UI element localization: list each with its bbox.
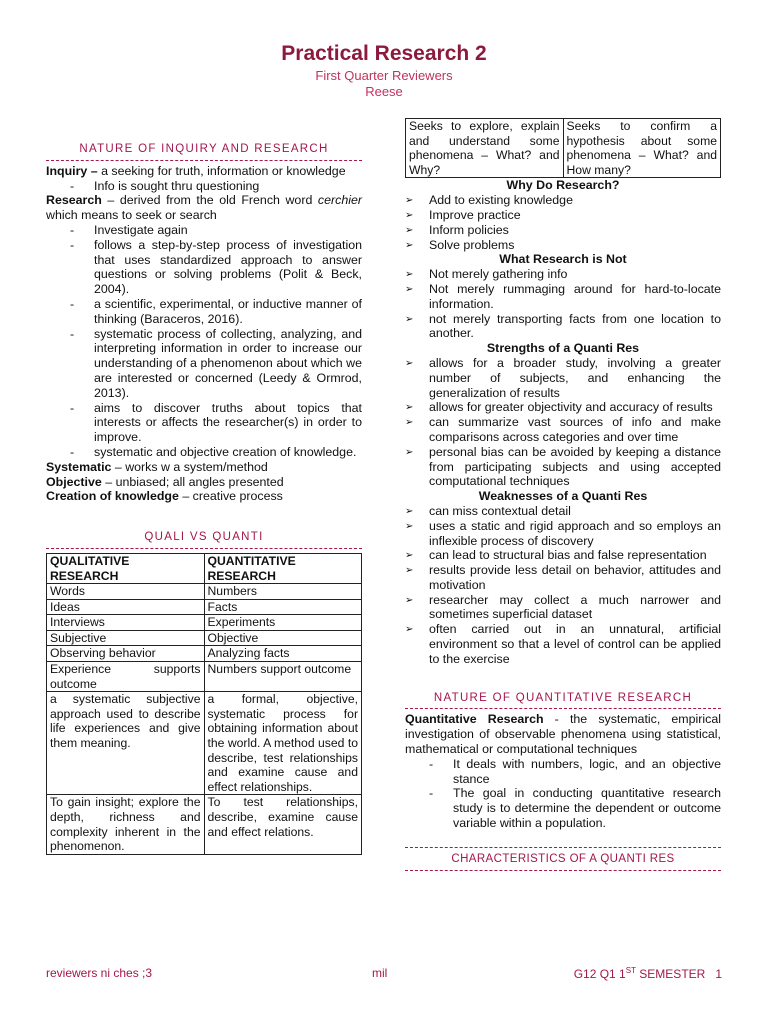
list-item: - The goal in conducting quantitative research study is to determine the dependent or outcome variable within a population. — [405, 786, 721, 830]
list-item: ➢ researcher may collect a much narrower and sometimes superficial dataset — [405, 593, 721, 623]
table-cell: Subjective — [47, 630, 205, 646]
page-subtitle: First Quarter Reviewers — [315, 68, 453, 83]
research-not-heading: What Research is Not — [499, 252, 627, 267]
creation-definition — [46, 489, 362, 504]
list-item: ➢ Improve practice — [405, 208, 721, 223]
why-research-heading: Why Do Research? — [506, 178, 620, 193]
research-definition — [46, 193, 362, 223]
list-item: ➢ can miss contextual detail — [405, 504, 721, 519]
quantitative-def: - the systematic, empirical investigation of observable phenomena using statistical, mathematical or computational techniques — [405, 712, 721, 757]
list-item: ➢ personal bias can be avoided by keeping a distance from participating subjects and using accepted computational techniques — [405, 445, 721, 489]
footer-sup: ST — [625, 966, 636, 975]
list-item: ➢ Solve problems — [405, 238, 721, 253]
research-not-list — [405, 267, 721, 341]
list-item: ➢ Add to existing knowledge — [405, 193, 721, 208]
section-heading-characteristics: CHARACTERISTICS OF A QUANTI RES — [405, 847, 721, 871]
list-item: - systematic process of collecting, analyzing, and interpreting information in order to increase our understanding of a phenomenon about which we are interested or concerned (Leedy & Ormrod, 2013). — [46, 327, 362, 401]
table-cell: Seeks to explore, explain and understand some phenomena – What? and Why? — [406, 119, 564, 178]
quantitative-definition — [405, 712, 721, 756]
section-heading-quali-vs-quanti: QUALI VS QUANTI — [46, 530, 362, 549]
page-author: Reese — [365, 84, 403, 99]
strengths-heading: Strengths of a Quanti Res — [486, 341, 640, 356]
table-cell: Numbers — [204, 584, 362, 600]
table-row — [47, 795, 362, 854]
inquiry-term: Inquiry – — [46, 163, 98, 178]
quali-quanti-table — [46, 553, 362, 855]
table-cell: Words — [47, 584, 205, 600]
table-cell: Facts — [204, 599, 362, 615]
list-item: - aims to discover truths about topics that interests or affects the researcher(s) in order to improve. — [46, 401, 362, 445]
list-item: - systematic and objective creation of knowledge. — [46, 445, 362, 460]
table-row — [47, 646, 362, 662]
weaknesses-heading: Weaknesses of a Quanti Res — [478, 489, 648, 504]
table-cell: To test relationships, describe, examine cause and effect relations. — [204, 795, 362, 854]
footer-right — [574, 966, 722, 981]
list-item: ➢ uses a static and rigid approach and so employs an inflexible process of discovery — [405, 519, 721, 549]
quantitative-term: Quantitative Research — [405, 712, 544, 727]
objective-def: – unbiased; all angles presented — [101, 474, 284, 489]
inquiry-definition — [46, 164, 362, 179]
seeks-table — [405, 118, 721, 178]
table-cell: Observing behavior — [47, 646, 205, 662]
table-cell: a formal, objective, systematic process for obtaining information about the world. A method used to describe, test relationships and examine cause and effect relationships. — [204, 692, 362, 795]
table-header-cell — [204, 553, 362, 583]
col-quantitative-head: QUANTITATIVE RESEARCH — [207, 553, 296, 583]
list-item: - It deals with numbers, logic, and an objective stance — [405, 757, 721, 787]
list-item: ➢ Not merely gathering info — [405, 267, 721, 282]
page-title: Practical Research 2 — [281, 42, 487, 65]
right-column — [405, 118, 721, 871]
table-row — [47, 584, 362, 600]
objective-definition — [46, 475, 362, 490]
inquiry-list — [46, 179, 362, 194]
research-list — [46, 223, 362, 460]
footer-mid: mil — [372, 966, 388, 980]
table-row — [47, 630, 362, 646]
list-item: ➢ allows for a broader study, involving a greater number of subjects, and enhancing the generalization of results — [405, 356, 721, 400]
list-item: ➢ can lead to structural bias and false representation — [405, 548, 721, 563]
table-cell: Numbers support outcome — [204, 662, 362, 692]
list-item: - Investigate again — [46, 223, 362, 238]
research-term: Research — [46, 193, 102, 208]
list-item: ➢ allows for greater objectivity and accuracy of results — [405, 400, 721, 415]
research-word: cerchier — [317, 193, 362, 208]
table-cell: Seeks to confirm a hypothesis about some phenomena – What? and How many? — [563, 119, 721, 178]
list-item: ➢ not merely transporting facts from one location to another. — [405, 312, 721, 342]
table-row — [47, 692, 362, 795]
systematic-def: – works w a system/method — [111, 459, 268, 474]
list-item: ➢ often carried out in an unnatural, artificial environment so that a level of control can be applied to the exercise — [405, 622, 721, 666]
systematic-term: Systematic — [46, 459, 112, 474]
table-cell: Experiments — [204, 615, 362, 631]
table-row — [47, 599, 362, 615]
strengths-list — [405, 356, 721, 489]
table-cell: To gain insight; explore the depth, richness and complexity inherent in the phenomenon. — [47, 795, 205, 854]
list-item: ➢ Not merely rummaging around for hard-to-locate information. — [405, 282, 721, 312]
footer-semester: SEMESTER 1 — [635, 967, 722, 981]
research-def-a: – derived from the old French word — [101, 193, 318, 208]
table-row — [47, 662, 362, 692]
creation-term: Creation of knowledge — [46, 489, 179, 504]
list-item: - a scientific, experimental, or inductive manner of thinking (Baraceros, 2016). — [46, 297, 362, 327]
list-item: ➢ can summarize vast sources of info and make comparisons across categories and over time — [405, 415, 721, 445]
table-cell: Analyzing facts — [204, 646, 362, 662]
systematic-definition — [46, 460, 362, 475]
table-header-cell — [47, 553, 205, 583]
list-item: - Info is sought thru questioning — [46, 179, 362, 194]
footer-left: reviewers ni ches ;3 — [46, 966, 153, 980]
why-research-list — [405, 193, 721, 252]
weaknesses-list — [405, 504, 721, 667]
left-column — [46, 112, 362, 855]
section-heading-nature-quantitative: NATURE OF QUANTITATIVE RESEARCH — [405, 691, 721, 710]
header — [0, 40, 768, 100]
table-row — [47, 615, 362, 631]
table-cell: Experience supports outcome — [47, 662, 205, 692]
objective-term: Objective — [46, 474, 102, 489]
table-cell: Objective — [204, 630, 362, 646]
inquiry-def-text: a seeking for truth, information or knowledge — [97, 163, 346, 178]
table-cell: Ideas — [47, 599, 205, 615]
list-item: ➢ results provide less detail on behavior, attitudes and motivation — [405, 563, 721, 593]
table-cell: a systematic subjective approach used to describe life experiences and give them meaning. — [47, 692, 205, 795]
list-item: - follows a step-by-step process of investigation that uses standardized approach to answer questions or solving problems (Polit & Beck, 2004). — [46, 238, 362, 297]
section-heading-nature-inquiry: NATURE OF INQUIRY AND RESEARCH — [46, 142, 362, 161]
list-item: ➢ Inform policies — [405, 223, 721, 238]
col-qualitative-head: QUALITATIVE RESEARCH — [50, 553, 130, 583]
page-footer — [46, 966, 722, 982]
table-row — [406, 119, 721, 178]
creation-def: – creative process — [178, 489, 283, 504]
research-def-b: which means to seek or search — [46, 208, 217, 223]
table-row — [47, 553, 362, 583]
quantitative-list — [405, 757, 721, 831]
table-cell: Interviews — [47, 615, 205, 631]
footer-grade: G12 Q1 1 — [573, 967, 626, 981]
